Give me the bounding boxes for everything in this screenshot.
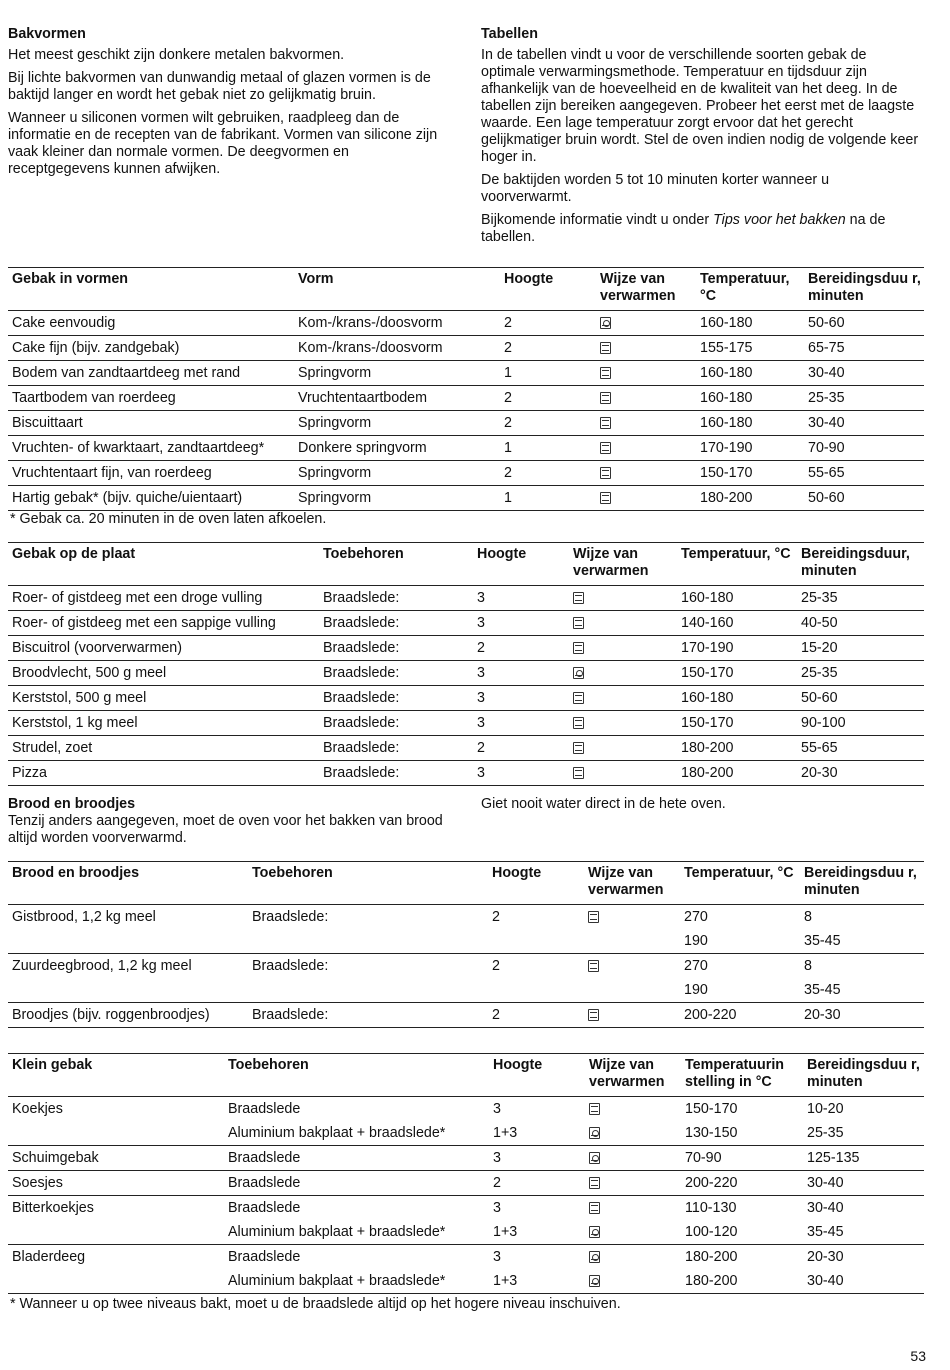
table-row xyxy=(8,1121,924,1146)
table-cell: 70-90 xyxy=(685,1150,722,1166)
table-cell: 35-45 xyxy=(807,1224,844,1240)
table-row xyxy=(8,905,924,929)
table-header xyxy=(8,862,924,905)
table-cell: Braadslede: xyxy=(323,765,400,781)
table-cell: 100-120 xyxy=(685,1224,738,1240)
table-cell: 180-200 xyxy=(681,740,734,756)
heating-cell xyxy=(585,1150,681,1167)
table-cell: Bitterkoekjes xyxy=(12,1200,94,1216)
top-bottom-heat-icon xyxy=(600,392,611,404)
table-cell: Schuimgebak xyxy=(12,1150,99,1166)
table-row xyxy=(8,736,924,761)
table-row xyxy=(8,1220,924,1245)
table-cell: Braadslede: xyxy=(323,690,400,706)
heating-cell xyxy=(569,715,677,732)
table-cell: 1+3 xyxy=(493,1273,518,1289)
table-cell: Kom-/krans-/doosvorm xyxy=(298,315,443,331)
header-cell: Bereidingsduu r, minuten xyxy=(804,865,917,898)
heating-cell xyxy=(585,1175,681,1192)
table-cell: Aluminium bakplaat + braadslede* xyxy=(228,1273,446,1289)
top-bottom-heat-icon xyxy=(589,1103,600,1115)
header-cell: Gebak op de plaat xyxy=(12,546,136,562)
table-row xyxy=(8,1269,924,1294)
table-cell: 35-45 xyxy=(804,933,841,949)
top-bottom-heat-icon xyxy=(573,617,584,629)
table-cell: Broodjes (bijv. roggenbroodjes) xyxy=(12,1007,210,1023)
header-cell: Gebak in vormen xyxy=(12,271,129,287)
header-cell: Bereidingsduur, minuten xyxy=(801,546,910,579)
brood-section xyxy=(8,796,458,853)
top-bottom-heat-icon xyxy=(600,467,611,479)
table-cell: 3 xyxy=(477,690,485,706)
table-cell: 10-20 xyxy=(807,1101,844,1117)
brood-p2: Giet nooit water direct in de hete oven. xyxy=(481,796,726,812)
tabellen-p3-pre: Bijkomende informatie vindt u onder xyxy=(481,212,714,228)
header-cell: Klein gebak xyxy=(12,1057,93,1073)
table-cell xyxy=(8,933,248,950)
heating-cell xyxy=(584,1007,680,1024)
table-cell xyxy=(8,1125,224,1142)
table-cell: Braadslede: xyxy=(323,590,400,606)
table-cell: 15-20 xyxy=(801,640,838,656)
table-row xyxy=(8,461,924,486)
table-cell: Bodem van zandtaartdeeg met rand xyxy=(12,365,241,381)
table-cell: 180-200 xyxy=(685,1273,738,1289)
top-bottom-heat-icon xyxy=(573,742,584,754)
bakvormen-section xyxy=(8,26,453,184)
table-cell: 3 xyxy=(493,1150,501,1166)
brood-p1: Tenzij anders aangegeven, moet de oven voor het bakken van brood altijd worden voorverwarmd. xyxy=(8,813,443,846)
top-bottom-heat-icon xyxy=(573,717,584,729)
table-cell: 1 xyxy=(504,440,512,456)
heating-cell xyxy=(569,640,677,657)
table-cell: 3 xyxy=(477,590,485,606)
table-cell xyxy=(488,933,584,950)
table-cell: Braadslede: xyxy=(252,909,329,925)
table-row xyxy=(8,1097,924,1121)
top-bottom-heat-icon xyxy=(573,692,584,704)
table-cell: 8 xyxy=(804,909,812,925)
table-cell: 3 xyxy=(493,1101,501,1117)
table-row xyxy=(8,711,924,736)
table-cell: 1 xyxy=(504,365,512,381)
table-row xyxy=(8,411,924,436)
header-cell: Temperatuur, °C xyxy=(700,271,790,304)
brood-water-note xyxy=(481,796,921,819)
table-cell: 2 xyxy=(477,640,485,656)
table-cell: Donkere springvorm xyxy=(298,440,427,456)
heating-cell xyxy=(569,615,677,632)
table-cell: 50-60 xyxy=(808,315,845,331)
table-cell: Vruchten- of kwarktaart, zandtaartdeeg* xyxy=(12,440,265,456)
page-number: 53 xyxy=(910,1348,926,1364)
table-row xyxy=(8,686,924,711)
table-gebak-in-vormen xyxy=(8,267,924,511)
table-cell: Vruchtentaartbodem xyxy=(298,390,428,406)
tabellen-title: Tabellen xyxy=(481,26,538,42)
table-cell: Hartig gebak* (bijv. quiche/uientaart) xyxy=(12,490,243,506)
table-cell xyxy=(8,1273,224,1290)
table-cell: 1+3 xyxy=(493,1125,518,1141)
table-cell: 200-220 xyxy=(684,1007,737,1023)
heating-cell xyxy=(584,933,680,950)
table-cell: Braadslede xyxy=(228,1101,301,1117)
table-cell: 35-45 xyxy=(804,982,841,998)
table-cell: 3 xyxy=(493,1249,501,1265)
table-cell: 20-30 xyxy=(801,765,838,781)
table-row xyxy=(8,1146,924,1171)
header-cell: Wijze van verwarmen xyxy=(588,865,664,898)
table-cell: Pizza xyxy=(12,765,47,781)
table-cell: Roer- of gistdeeg met een droge vulling xyxy=(12,590,263,606)
top-bottom-heat-icon xyxy=(573,592,584,604)
heating-cell xyxy=(584,982,680,999)
table-row xyxy=(8,586,924,611)
table-cell: 30-40 xyxy=(808,365,845,381)
tabellen-p2: De baktijden worden 5 tot 10 minuten korter wanneer u voorverwarmt. xyxy=(481,172,830,205)
table-row xyxy=(8,1003,924,1028)
table-cell xyxy=(248,933,488,950)
table-cell: 25-35 xyxy=(808,390,845,406)
top-bottom-heat-icon xyxy=(600,342,611,354)
table-row xyxy=(8,311,924,336)
table-cell: 200-220 xyxy=(685,1175,738,1191)
tabellen-p3-post: na de tabellen. xyxy=(481,212,886,245)
table-cell: Braadslede: xyxy=(252,958,329,974)
table-cell: Braadslede: xyxy=(323,715,400,731)
table-cell: 30-40 xyxy=(808,415,845,431)
table-cell: 155-175 xyxy=(700,340,753,356)
table-cell: 160-180 xyxy=(700,365,753,381)
table-row xyxy=(8,954,924,978)
header-cell: Toebehoren xyxy=(252,865,333,881)
table-cell: Braadslede: xyxy=(323,740,400,756)
table-cell: 2 xyxy=(492,1007,500,1023)
heating-cell xyxy=(596,365,696,382)
table-row xyxy=(8,336,924,361)
table-cell: Zuurdeegbrood, 1,2 kg meel xyxy=(12,958,192,974)
table-cell: Vruchtentaart fijn, van roerdeeg xyxy=(12,465,212,481)
top-bottom-heat-icon xyxy=(600,417,611,429)
table-cell: 150-170 xyxy=(700,465,753,481)
table-cell: Cake fijn (bijv. zandgebak) xyxy=(12,340,180,356)
heating-cell xyxy=(569,665,677,682)
tabellen-p3 xyxy=(481,212,921,246)
table-cell: Braadslede xyxy=(228,1249,301,1265)
heating-cell xyxy=(596,390,696,407)
heating-cell xyxy=(584,909,680,926)
heating-cell xyxy=(596,415,696,432)
header-cell: Bereidingsduu r, minuten xyxy=(807,1057,920,1090)
table-cell: Braadslede: xyxy=(323,640,400,656)
table-klein-gebak xyxy=(8,1053,924,1294)
table-cell: 110-130 xyxy=(685,1200,737,1216)
heating-cell xyxy=(585,1200,681,1217)
table-cell: 70-90 xyxy=(808,440,845,456)
brood-title: Brood en broodjes xyxy=(8,796,136,812)
hot-air-icon xyxy=(589,1226,600,1238)
table-cell xyxy=(8,1224,224,1241)
table-cell: Braadslede: xyxy=(252,1007,329,1023)
table-cell: 190 xyxy=(684,982,708,998)
table-row xyxy=(8,386,924,411)
hot-air-icon xyxy=(573,667,584,679)
heating-cell xyxy=(596,340,696,357)
table-cell: 20-30 xyxy=(804,1007,841,1023)
table-cell: 3 xyxy=(477,665,485,681)
header-cell: Wijze van verwarmen xyxy=(600,271,676,304)
table-brood-en-broodjes xyxy=(8,861,924,1028)
table-row xyxy=(8,436,924,461)
table-cell: 2 xyxy=(504,465,512,481)
table-cell: Braadslede xyxy=(228,1150,301,1166)
table-cell: Kerststol, 1 kg meel xyxy=(12,715,138,731)
table-cell: 40-50 xyxy=(801,615,838,631)
header-cell: Bereidingsduu r, minuten xyxy=(808,271,921,304)
table-cell: 160-180 xyxy=(700,315,753,331)
table-cell: 170-190 xyxy=(700,440,753,456)
tabellen-p1: In de tabellen vindt u voor de verschillende soorten gebak de optimale verwarmingsmethode. Temperatuur en tijdsduur zijn afhankelijk van de hoeveelheid en de kwaliteit van het deeg. In de tabellen zijn bereiken aangegeven. Probeer het eerst met de laagste waarde. Een lage temperatuur zorgt ervoor dat het gerecht gelijkmatiger bruin wordt. Stel de oven indien nodig de volgende keer hoger in. xyxy=(481,47,919,165)
table-cell: 3 xyxy=(477,765,485,781)
table-cell: 1 xyxy=(504,490,512,506)
heating-cell xyxy=(596,440,696,457)
table-cell: Gistbrood, 1,2 kg meel xyxy=(12,909,156,925)
heating-cell xyxy=(585,1273,681,1290)
table-row xyxy=(8,361,924,386)
hot-air-icon xyxy=(589,1152,600,1164)
table-cell: 30-40 xyxy=(807,1273,844,1289)
table-cell: Aluminium bakplaat + braadslede* xyxy=(228,1125,446,1141)
table-cell: 160-180 xyxy=(681,590,734,606)
table-row xyxy=(8,1171,924,1196)
heating-cell xyxy=(585,1224,681,1241)
header-cell: Temperatuur, °C xyxy=(684,865,794,881)
table-cell: Broodvlecht, 500 g meel xyxy=(12,665,167,681)
table-cell: 170-190 xyxy=(681,640,734,656)
table-cell: Taartbodem van roerdeeg xyxy=(12,390,176,406)
top-bottom-heat-icon xyxy=(588,960,599,972)
top-bottom-heat-icon xyxy=(589,1202,600,1214)
heating-cell xyxy=(596,490,696,507)
header-cell: Hoogte xyxy=(493,1057,543,1073)
heating-cell xyxy=(569,740,677,757)
table-cell: 2 xyxy=(493,1175,501,1191)
table-cell: 180-200 xyxy=(700,490,753,506)
table-cell: 30-40 xyxy=(807,1175,844,1191)
table-cell: 150-170 xyxy=(685,1101,738,1117)
table-cell xyxy=(248,982,488,999)
table-cell: Aluminium bakplaat + braadslede* xyxy=(228,1224,446,1240)
table-cell: 65-75 xyxy=(808,340,845,356)
table-cell: 25-35 xyxy=(801,590,838,606)
bakvormen-p2: Bij lichte bakvormen van dunwandig metaal of glazen vormen is de baktijd langer en wordt het gebak niet zo gelijkmatig bruin. xyxy=(8,70,431,103)
hot-air-icon xyxy=(589,1275,600,1287)
table-cell: 50-60 xyxy=(808,490,845,506)
heating-cell xyxy=(585,1125,681,1142)
header-cell: Temperatuur, °C xyxy=(681,546,791,562)
table-cell: Biscuittaart xyxy=(12,415,83,431)
table-cell: Koekjes xyxy=(12,1101,63,1117)
table-cell: 190 xyxy=(684,933,708,949)
heating-cell xyxy=(569,765,677,782)
header-cell: Toebehoren xyxy=(228,1057,309,1073)
table-cell: 25-35 xyxy=(801,665,838,681)
table-cell: Springvorm xyxy=(298,415,372,431)
table-row xyxy=(8,486,924,511)
table-row xyxy=(8,1245,924,1269)
table-cell: Braadslede: xyxy=(323,615,400,631)
table-cell: 3 xyxy=(493,1200,501,1216)
table-cell: Kom-/krans-/doosvorm xyxy=(298,340,443,356)
bakvormen-p1: Het meest geschikt zijn donkere metalen bakvormen. xyxy=(8,47,345,63)
header-cell: Toebehoren xyxy=(323,546,404,562)
table-cell: 3 xyxy=(477,715,485,731)
tabellen-p3-em: Tips voor het bakken xyxy=(713,212,846,228)
table-cell: 50-60 xyxy=(801,690,838,706)
tabellen-section xyxy=(481,26,921,252)
table-cell: 3 xyxy=(477,615,485,631)
table-cell: Braadslede: xyxy=(323,665,400,681)
table-cell: Braadslede xyxy=(228,1175,301,1191)
header-cell: Wijze van verwarmen xyxy=(573,546,649,579)
table-row xyxy=(8,978,924,1003)
table-cell xyxy=(8,982,248,999)
table-cell xyxy=(488,982,584,999)
table-cell: 55-65 xyxy=(808,465,845,481)
table-cell: 150-170 xyxy=(681,715,734,731)
table-cell: Soesjes xyxy=(12,1175,63,1191)
hot-air-icon xyxy=(600,317,611,329)
hot-air-icon xyxy=(589,1251,600,1263)
table-cell: Bladerdeeg xyxy=(12,1249,86,1265)
table-cell: 270 xyxy=(684,909,708,925)
table-cell: 125-135 xyxy=(807,1150,860,1166)
table-cell: Springvorm xyxy=(298,465,372,481)
heating-cell xyxy=(596,465,696,482)
table-cell: 1+3 xyxy=(493,1224,518,1240)
top-bottom-heat-icon xyxy=(588,1009,599,1021)
table-row xyxy=(8,1196,924,1220)
table-row xyxy=(8,761,924,786)
header-cell: Temperatuurin stelling in °C xyxy=(685,1057,785,1090)
table-cell: Braadslede xyxy=(228,1200,301,1216)
table-cell: Kerststol, 500 g meel xyxy=(12,690,147,706)
top-bottom-heat-icon xyxy=(600,367,611,379)
header-cell: Vorm xyxy=(298,271,334,287)
table-cell: 8 xyxy=(804,958,812,974)
table-cell: 130-150 xyxy=(685,1125,738,1141)
table-cell: 180-200 xyxy=(681,765,734,781)
table-cell: 20-30 xyxy=(807,1249,844,1265)
table-cell: Springvorm xyxy=(298,490,372,506)
top-bottom-heat-icon xyxy=(573,642,584,654)
table-row xyxy=(8,636,924,661)
table-header xyxy=(8,543,924,586)
bakvormen-title: Bakvormen xyxy=(8,26,86,42)
table1-note: * Gebak ca. 20 minuten in de oven laten afkoelen. xyxy=(10,511,327,527)
table-cell: 2 xyxy=(504,340,512,356)
table-row xyxy=(8,929,924,954)
top-bottom-heat-icon xyxy=(600,442,611,454)
heating-cell xyxy=(596,315,696,332)
table-cell: 2 xyxy=(477,740,485,756)
hot-air-icon xyxy=(589,1127,600,1139)
table-header xyxy=(8,268,924,311)
header-cell: Hoogte xyxy=(477,546,527,562)
table-cell: Springvorm xyxy=(298,365,372,381)
table-cell: Biscuitrol (voorverwarmen) xyxy=(12,640,183,656)
table-header xyxy=(8,1054,924,1097)
heating-cell xyxy=(569,590,677,607)
table-cell: 2 xyxy=(492,909,500,925)
table-cell: 180-200 xyxy=(685,1249,738,1265)
table-cell: Strudel, zoet xyxy=(12,740,93,756)
table-cell: 25-35 xyxy=(807,1125,844,1141)
heating-cell xyxy=(569,690,677,707)
table4-note: * Wanneer u op twee niveaus bakt, moet u de braadslede altijd op het hogere niveau inschuiven. xyxy=(10,1296,621,1312)
heating-cell xyxy=(584,958,680,975)
header-cell: Brood en broodjes xyxy=(12,865,140,881)
top-bottom-heat-icon xyxy=(573,767,584,779)
table-row xyxy=(8,611,924,636)
heating-cell xyxy=(585,1249,681,1266)
table-gebak-op-de-plaat xyxy=(8,542,924,786)
table-cell: Roer- of gistdeeg met een sappige vulling xyxy=(12,615,276,631)
top-bottom-heat-icon xyxy=(588,911,599,923)
table-cell: 270 xyxy=(684,958,708,974)
table-cell: 55-65 xyxy=(801,740,838,756)
table-cell: 150-170 xyxy=(681,665,734,681)
table-cell: 2 xyxy=(492,958,500,974)
table-cell: 160-180 xyxy=(700,415,753,431)
table-cell: 2 xyxy=(504,415,512,431)
heating-cell xyxy=(585,1101,681,1118)
header-cell: Hoogte xyxy=(504,271,554,287)
table-cell: 30-40 xyxy=(807,1200,844,1216)
header-cell: Wijze van verwarmen xyxy=(589,1057,665,1090)
top-bottom-heat-icon xyxy=(589,1177,600,1189)
top-bottom-heat-icon xyxy=(600,492,611,504)
table-cell: 90-100 xyxy=(801,715,846,731)
table-cell: 2 xyxy=(504,390,512,406)
table-cell: 140-160 xyxy=(681,615,734,631)
table-cell: 2 xyxy=(504,315,512,331)
table-row xyxy=(8,661,924,686)
bakvormen-p3: Wanneer u siliconen vormen wilt gebruiken, raadpleeg dan de informatie en de recepten van de fabrikant. Vormen van silicone zijn vaak kleiner dan normale vormen. De deegvormen en receptgegevens kunnen afwijken. xyxy=(8,110,438,177)
table-cell: 160-180 xyxy=(700,390,753,406)
table-cell: 160-180 xyxy=(681,690,734,706)
table-cell: Cake eenvoudig xyxy=(12,315,116,331)
header-cell: Hoogte xyxy=(492,865,542,881)
